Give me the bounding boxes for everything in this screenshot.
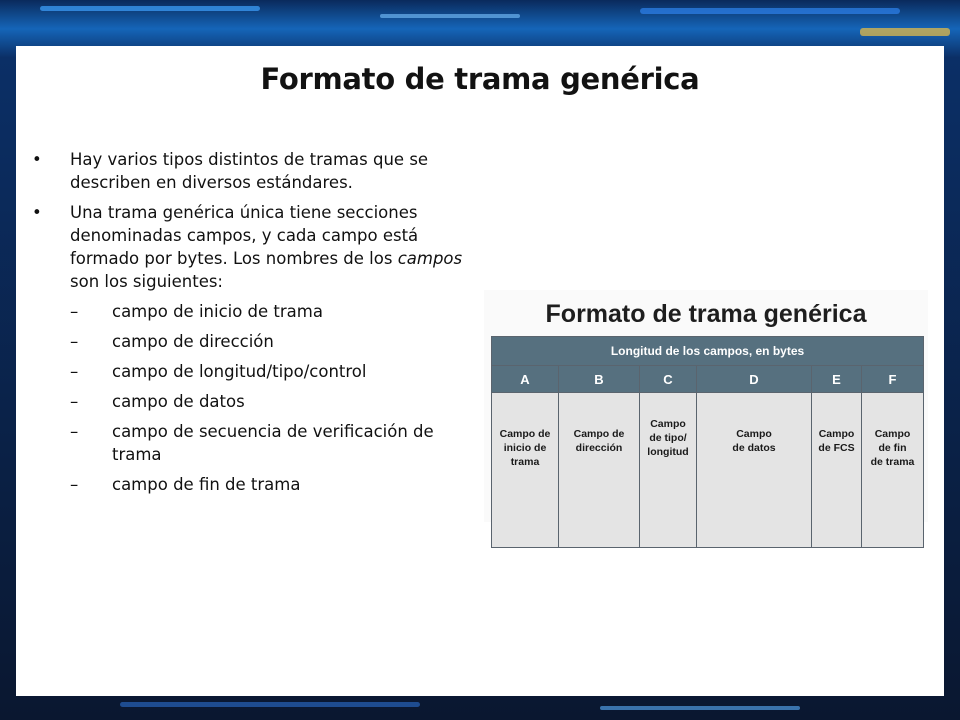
table-caption: Longitud de los campos, en bytes	[492, 337, 924, 366]
field-line: trama	[510, 456, 540, 468]
sub-item	[30, 420, 470, 466]
sub-item	[30, 360, 470, 383]
bullet-list	[30, 148, 470, 503]
sub-item-text: campo de datos	[112, 392, 245, 411]
sub-item-text: campo de dirección	[112, 332, 274, 351]
column-letter: B	[559, 366, 640, 393]
decor-streak	[640, 8, 900, 14]
bullet-marker: •	[32, 203, 42, 222]
field-line: inicio de	[503, 442, 547, 454]
field-line: Campo de	[499, 428, 551, 440]
bullet-item	[30, 201, 470, 293]
field-line: de fin	[878, 442, 907, 454]
column-letter: C	[640, 366, 697, 393]
column-letter: A	[492, 366, 559, 393]
column-letter: E	[812, 366, 862, 393]
decor-streak	[860, 28, 950, 36]
field-line: longitud	[647, 446, 689, 458]
field-cell	[697, 393, 812, 548]
bullet-emphasis: campos	[397, 249, 463, 268]
sub-item-text: campo de longitud/tipo/control	[112, 362, 367, 381]
figure-title: Formato de trama genérica	[545, 300, 867, 328]
sub-item	[30, 330, 470, 353]
sub-item	[30, 300, 470, 323]
field-cell	[862, 393, 924, 548]
sub-item-text: campo de inicio de trama	[112, 302, 323, 321]
sub-item-text: campo de secuencia de verificación de trama	[112, 422, 434, 464]
field-line: Campo de	[573, 428, 625, 440]
sub-item	[30, 390, 470, 413]
field-cell	[559, 393, 640, 548]
sub-item-text: campo de fin de trama	[112, 475, 301, 494]
field-line: de tipo/	[649, 432, 687, 444]
bullet-item	[30, 148, 470, 194]
dash-marker: –	[70, 475, 79, 494]
bullet-text: Una trama genérica única tiene secciones denominadas campos, y cada campo está formado por bytes. Los nombres de los	[70, 203, 419, 268]
field-line: dirección	[575, 442, 623, 454]
dash-marker: –	[70, 362, 79, 381]
bullet-text-tail: son los siguientes:	[70, 272, 223, 291]
decor-streak	[120, 702, 420, 707]
decor-streak	[380, 14, 520, 18]
bullet-marker: •	[32, 150, 42, 169]
field-line: Campo	[874, 428, 911, 440]
dash-marker: –	[70, 422, 79, 441]
field-cell	[812, 393, 862, 548]
field-line: Campo	[736, 428, 772, 440]
field-line: Campo	[650, 418, 686, 430]
decor-streak	[600, 706, 800, 710]
sub-item	[30, 473, 470, 496]
field-line: de datos	[732, 442, 776, 454]
bullet-text: Hay varios tipos distintos de tramas que se describen en diversos estándares.	[70, 150, 429, 192]
decor-streak	[40, 6, 260, 11]
slide-title: Formato de trama genérica	[260, 62, 700, 96]
column-letter: D	[697, 366, 812, 393]
frame-format-table	[491, 336, 924, 548]
field-cell	[640, 393, 697, 548]
field-line: de FCS	[818, 442, 855, 454]
column-letter: F	[862, 366, 924, 393]
field-line: de trama	[870, 456, 915, 468]
dash-marker: –	[70, 332, 79, 351]
dash-marker: –	[70, 302, 79, 321]
field-cell	[492, 393, 559, 548]
dash-marker: –	[70, 392, 79, 411]
field-line: Campo	[818, 428, 855, 440]
frame-format-figure	[484, 290, 928, 522]
